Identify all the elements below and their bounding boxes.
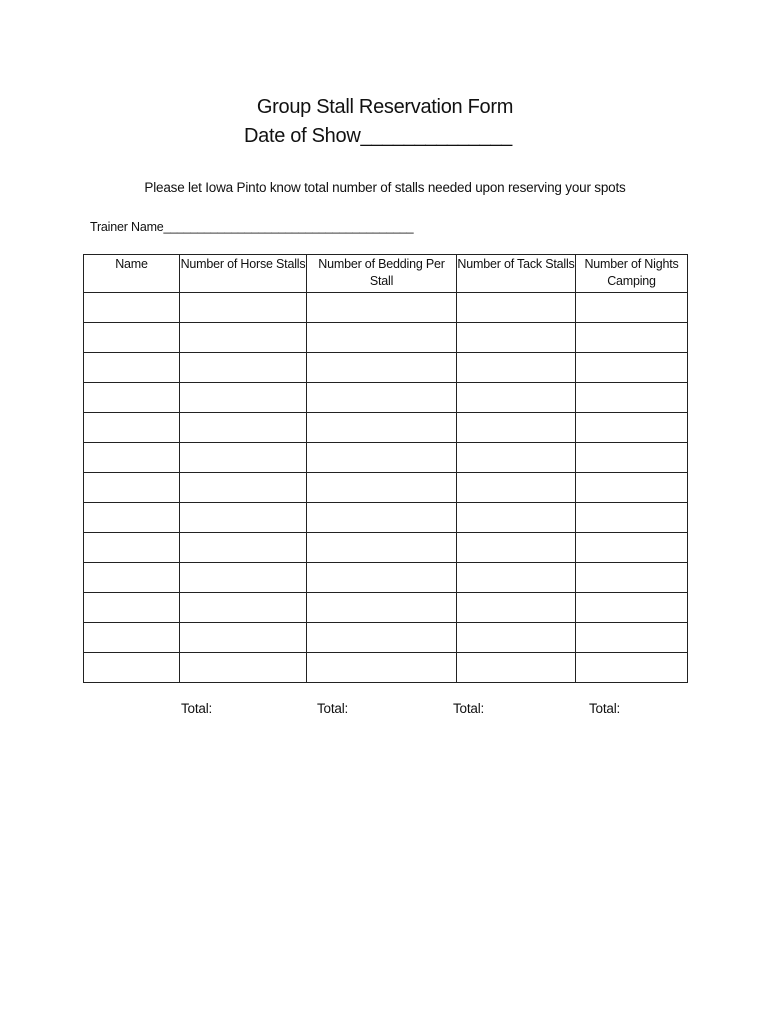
cell-tack-stalls[interactable]	[457, 413, 576, 443]
cell-nights-camping[interactable]	[576, 293, 688, 323]
table-row	[84, 593, 688, 623]
cell-tack-stalls[interactable]	[457, 653, 576, 683]
cell-name[interactable]	[84, 383, 180, 413]
cell-nights-camping[interactable]	[576, 503, 688, 533]
total-nights-camping-label: Total:	[589, 701, 621, 716]
cell-name[interactable]	[84, 473, 180, 503]
cell-nights-camping[interactable]	[576, 383, 688, 413]
total-bedding-label: Total:	[317, 701, 349, 716]
cell-name[interactable]	[84, 293, 180, 323]
cell-horse-stalls[interactable]	[180, 293, 307, 323]
cell-name[interactable]	[84, 503, 180, 533]
cell-horse-stalls[interactable]	[180, 413, 307, 443]
table-row	[84, 473, 688, 503]
cell-name[interactable]	[84, 623, 180, 653]
cell-nights-camping[interactable]	[576, 653, 688, 683]
cell-nights-camping[interactable]	[576, 533, 688, 563]
table-body	[84, 293, 688, 683]
cell-horse-stalls[interactable]	[180, 443, 307, 473]
cell-tack-stalls[interactable]	[457, 593, 576, 623]
date-of-show-field[interactable]: Date of Show______________	[244, 125, 512, 147]
cell-bedding-per-stall[interactable]	[307, 503, 457, 533]
cell-tack-stalls[interactable]	[457, 323, 576, 353]
cell-bedding-per-stall[interactable]	[307, 593, 457, 623]
cell-tack-stalls[interactable]	[457, 383, 576, 413]
cell-bedding-per-stall[interactable]	[307, 383, 457, 413]
cell-nights-camping[interactable]	[576, 623, 688, 653]
totals-row	[0, 700, 770, 718]
cell-bedding-per-stall[interactable]	[307, 293, 457, 323]
total-horse-stalls-label: Total:	[181, 701, 213, 716]
cell-name[interactable]	[84, 593, 180, 623]
cell-name[interactable]	[84, 563, 180, 593]
instruction-text: Please let Iowa Pinto know total number of stalls needed upon reserving your spots	[144, 180, 626, 195]
cell-nights-camping[interactable]	[576, 473, 688, 503]
cell-bedding-per-stall[interactable]	[307, 323, 457, 353]
cell-tack-stalls[interactable]	[457, 623, 576, 653]
cell-horse-stalls[interactable]	[180, 533, 307, 563]
reservation-table	[83, 254, 688, 683]
cell-tack-stalls[interactable]	[457, 563, 576, 593]
cell-name[interactable]	[84, 413, 180, 443]
table-header-row	[84, 255, 688, 293]
cell-horse-stalls[interactable]	[180, 383, 307, 413]
form-title: Group Stall Reservation Form	[256, 96, 514, 118]
cell-horse-stalls[interactable]	[180, 623, 307, 653]
cell-name[interactable]	[84, 533, 180, 563]
table-row	[84, 533, 688, 563]
cell-horse-stalls[interactable]	[180, 593, 307, 623]
cell-nights-camping[interactable]	[576, 413, 688, 443]
cell-nights-camping[interactable]	[576, 323, 688, 353]
cell-horse-stalls[interactable]	[180, 353, 307, 383]
cell-tack-stalls[interactable]	[457, 293, 576, 323]
cell-name[interactable]	[84, 353, 180, 383]
table-row	[84, 503, 688, 533]
header-bedding-per-stall: Number of Bedding Per Stall	[307, 255, 457, 293]
cell-nights-camping[interactable]	[576, 353, 688, 383]
cell-nights-camping[interactable]	[576, 593, 688, 623]
table-row	[84, 383, 688, 413]
cell-horse-stalls[interactable]	[180, 323, 307, 353]
cell-name[interactable]	[84, 443, 180, 473]
table-row	[84, 353, 688, 383]
cell-nights-camping[interactable]	[576, 443, 688, 473]
cell-horse-stalls[interactable]	[180, 653, 307, 683]
table-row	[84, 443, 688, 473]
table-row	[84, 653, 688, 683]
cell-bedding-per-stall[interactable]	[307, 533, 457, 563]
cell-bedding-per-stall[interactable]	[307, 443, 457, 473]
cell-bedding-per-stall[interactable]	[307, 473, 457, 503]
cell-bedding-per-stall[interactable]	[307, 563, 457, 593]
cell-tack-stalls[interactable]	[457, 353, 576, 383]
table-row	[84, 623, 688, 653]
cell-name[interactable]	[84, 653, 180, 683]
cell-horse-stalls[interactable]	[180, 473, 307, 503]
table-row	[84, 563, 688, 593]
total-tack-stalls-label: Total:	[453, 701, 485, 716]
header-nights-camping: Number of Nights Camping	[576, 255, 688, 293]
cell-horse-stalls[interactable]	[180, 503, 307, 533]
cell-nights-camping[interactable]	[576, 563, 688, 593]
cell-horse-stalls[interactable]	[180, 563, 307, 593]
table-row	[84, 413, 688, 443]
cell-tack-stalls[interactable]	[457, 533, 576, 563]
header-tack-stalls: Number of Tack Stalls	[457, 255, 576, 293]
trainer-name-field[interactable]: Trainer Name_____________________________________	[90, 220, 414, 234]
cell-bedding-per-stall[interactable]	[307, 653, 457, 683]
table-row	[84, 323, 688, 353]
cell-tack-stalls[interactable]	[457, 473, 576, 503]
cell-tack-stalls[interactable]	[457, 503, 576, 533]
cell-tack-stalls[interactable]	[457, 443, 576, 473]
cell-name[interactable]	[84, 323, 180, 353]
table-row	[84, 293, 688, 323]
header-name: Name	[84, 255, 180, 293]
cell-bedding-per-stall[interactable]	[307, 353, 457, 383]
cell-bedding-per-stall[interactable]	[307, 413, 457, 443]
cell-bedding-per-stall[interactable]	[307, 623, 457, 653]
header-horse-stalls: Number of Horse Stalls	[180, 255, 307, 293]
